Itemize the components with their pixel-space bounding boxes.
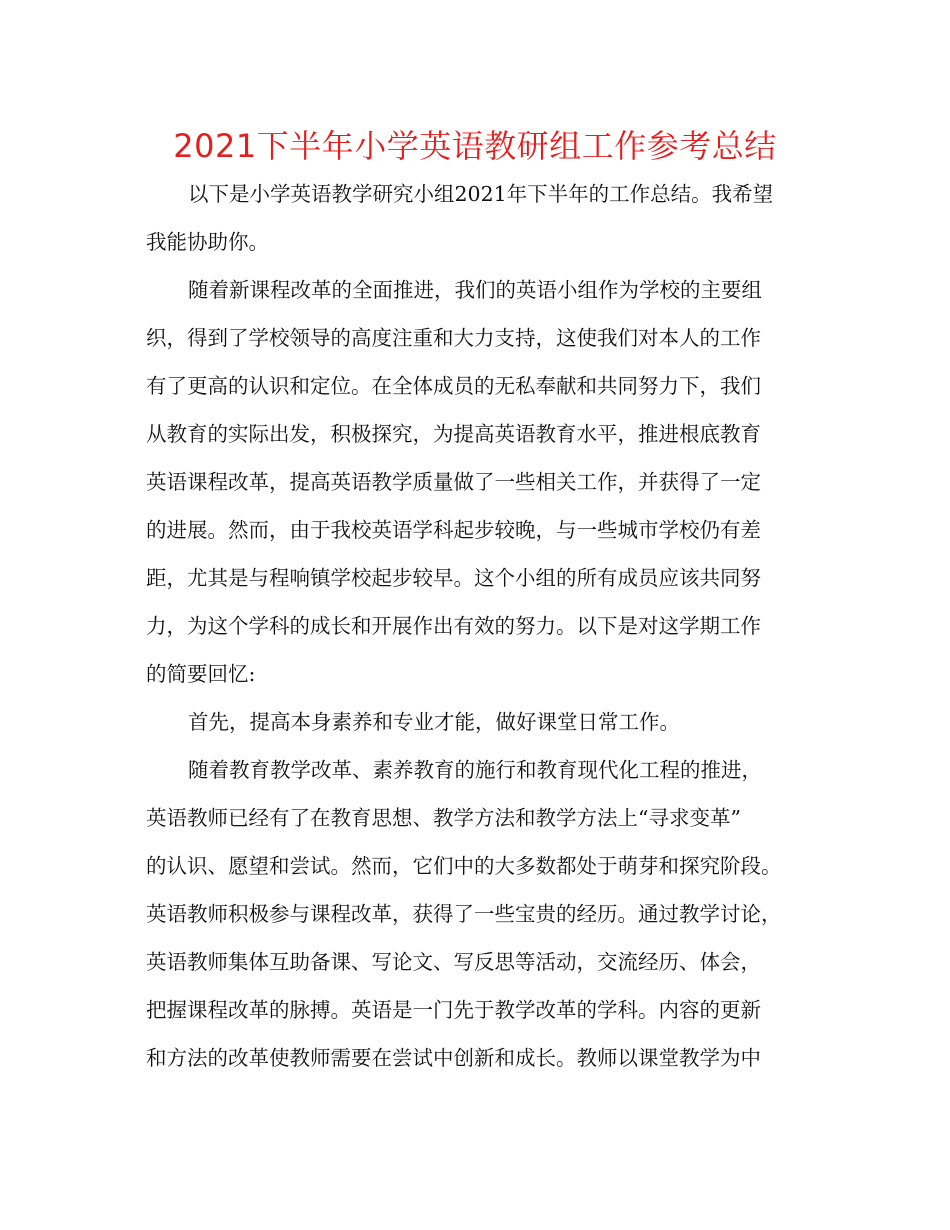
text-line: 从教育的实际出发，积极探究，为提高英语教育水平，推进根底教育 (146, 422, 761, 446)
text-line: 英语课程改革，提高英语教学质量做了一些相关工作，并获得了一定 (146, 470, 761, 494)
document-title: 2021下半年小学英语教研组工作参考总结 (173, 127, 777, 165)
text-line: 把握课程改革的脉搏。英语是一门先于教学改革的学科。内容的更新 (146, 998, 761, 1022)
text-line: 我能协助你。 (146, 230, 269, 254)
text-line: 以下是小学英语教学研究小组2021年下半年的工作总结。我希望 (188, 182, 774, 206)
text-line: 首先，提高本身素养和专业才能，做好课堂日常工作。 (188, 710, 680, 734)
text-line: 的认识、愿望和尝试。然而，它们中的大多数都处于萌芽和探究阶段。 (146, 854, 782, 878)
text-line: 的进展。然而，由于我校英语学科起步较晚，与一些城市学校仍有差 (146, 518, 761, 542)
text-line: 的简要回忆: (146, 662, 256, 686)
text-line: 织，得到了学校领导的高度注重和大力支持，这使我们对本人的工作 (146, 326, 761, 350)
text-line: 和方法的改革使教师需要在尝试中创新和成长。教师以课堂教学为中 (146, 1046, 761, 1070)
document-body (146, 170, 811, 1082)
text-line: 英语教师集体互助备课、写论文、写反思等活动，交流经历、体会， (146, 950, 761, 974)
text-line: 有了更高的认识和定位。在全体成员的无私奉献和共同努力下，我们 (146, 374, 761, 398)
text-line: 英语教师已经有了在教育思想、教学方法和教学方法上“寻求变革” (146, 806, 741, 830)
text-line: 距，尤其是与程响镇学校起步较早。这个小组的所有成员应该共同努 (146, 566, 761, 590)
text-line: 英语教师积极参与课程改革，获得了一些宝贵的经历。通过教学讨论， (146, 902, 782, 926)
text-line: 随着教育教学改革、素养教育的施行和教育现代化工程的推进， (188, 758, 762, 782)
text-line: 随着新课程改革的全面推进，我们的英语小组作为学校的主要组 (188, 278, 762, 302)
text-line: 力，为这个学科的成长和开展作出有效的努力。以下是对这学期工作 (146, 614, 761, 638)
